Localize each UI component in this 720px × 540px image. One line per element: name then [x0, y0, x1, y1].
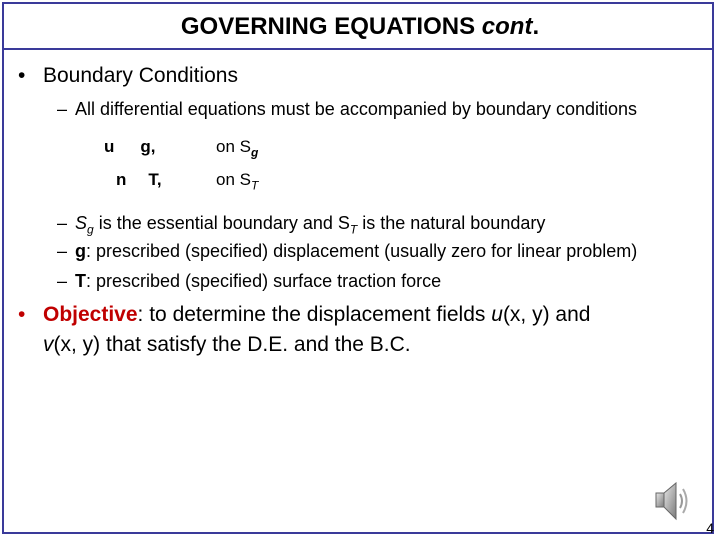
sub-bullet-T-definition: – T: prescribed (specified) surface traction force [57, 271, 442, 291]
page-number: 4 [706, 520, 714, 536]
bullet-boundary-conditions: • Boundary Conditions [18, 64, 238, 87]
title-divider [2, 48, 714, 50]
sub-bullet-boundaries: – $S_g$ is the essential boundary and $S_T$ is the natural boundary [57, 213, 546, 237]
bullet-objective: • Objective: to determine the displacement fields u(x, y) and v(x, y) that satisfy the D.E. and the B.C. [18, 303, 591, 356]
slide-title: GOVERNING EQUATIONS cont. [180, 13, 540, 40]
speaker-icon[interactable] [654, 478, 694, 529]
equation-natural-bc-domain: on $S_T$ [216, 170, 259, 193]
equation-essential-bc: u g, [104, 137, 156, 156]
sub-bullet-g-definition: – g: prescribed (specified) displacement (usually zero for linear problem) [57, 241, 638, 261]
equation-essential-bc-domain: on $S_g$ [216, 137, 259, 160]
equation-natural-bc: n T, [116, 170, 162, 189]
sub-bullet-bc-requirement: – All differential equations must be accompanied by boundary conditions [57, 99, 638, 119]
